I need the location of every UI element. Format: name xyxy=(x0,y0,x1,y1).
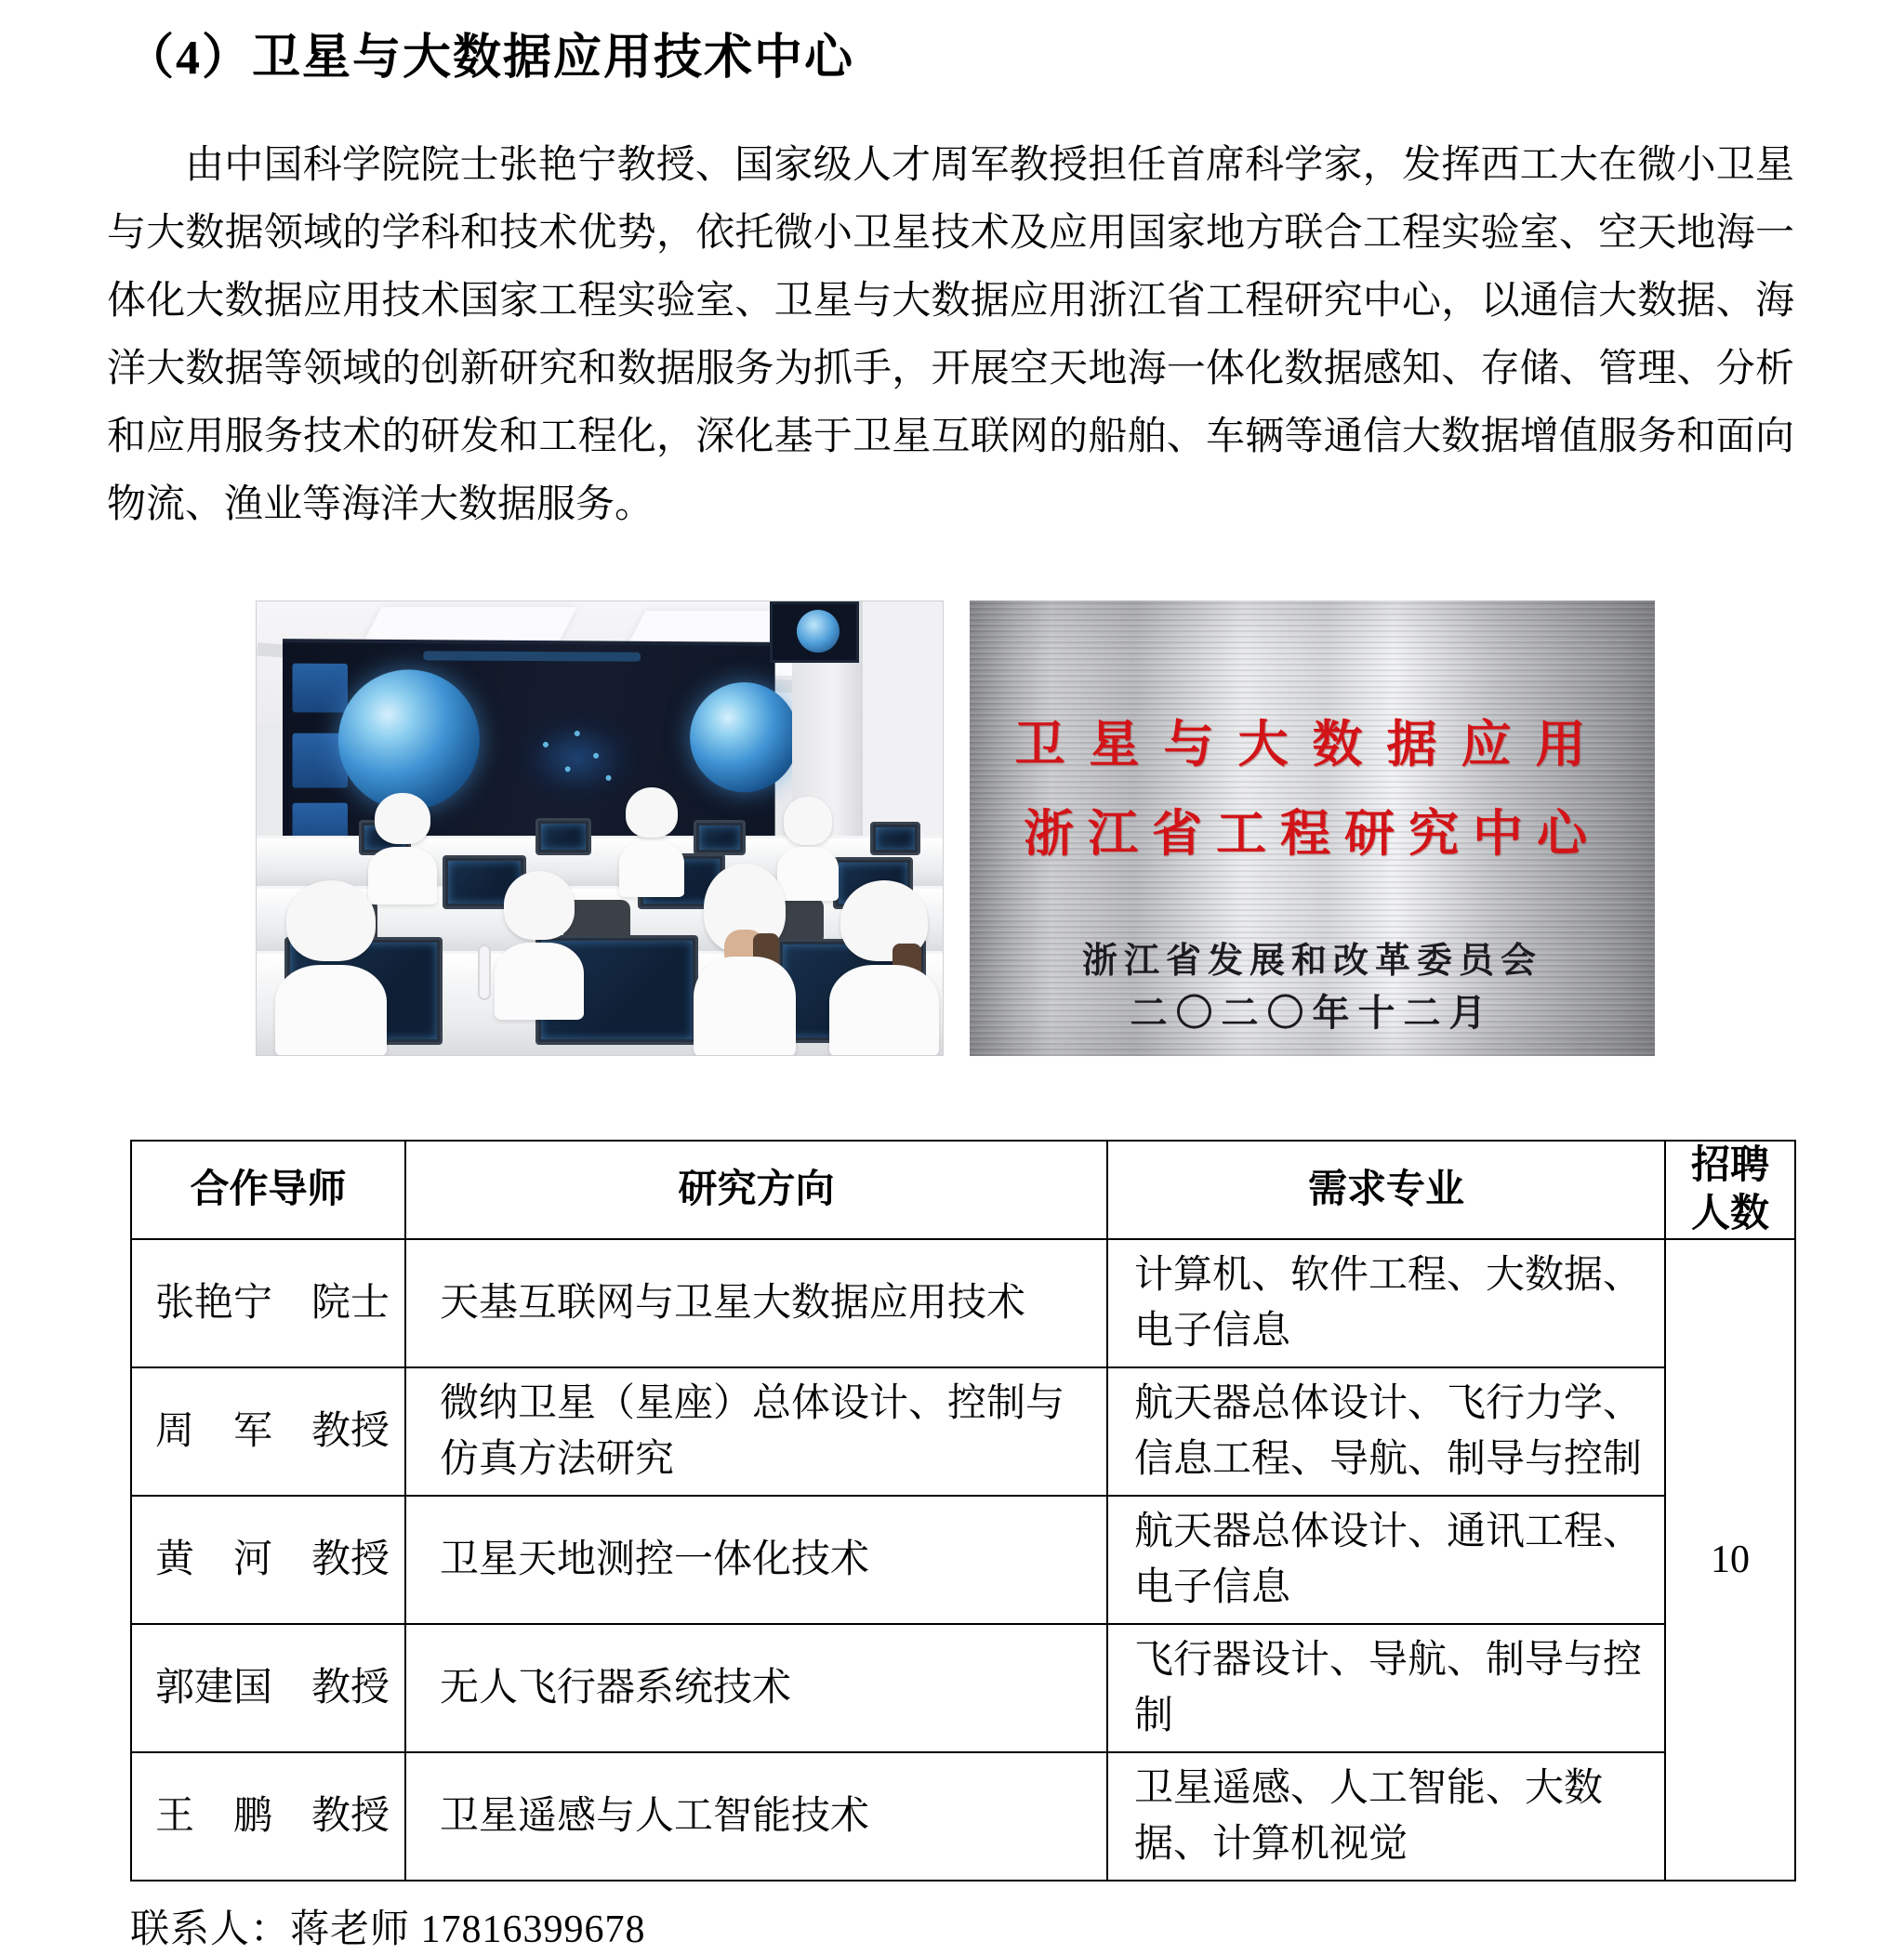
table-row xyxy=(131,1496,1795,1624)
col-header-majors: 需求专业 xyxy=(1107,1141,1665,1239)
mentor-cell: 周 军 教授 xyxy=(131,1367,405,1496)
col-header-mentor: 合作导师 xyxy=(131,1141,405,1239)
direction-cell: 微纳卫星（星座）总体设计、控制与仿真方法研究 xyxy=(405,1367,1107,1496)
contact-line: 联系人：蒋老师 17816399678 xyxy=(130,1908,646,1951)
person-figure xyxy=(829,880,939,1056)
majors-cell: 飞行器设计、导航、制导与控制 xyxy=(1107,1624,1665,1752)
direction-cell: 卫星遥感与人工智能技术 xyxy=(405,1752,1107,1881)
table-row xyxy=(131,1752,1795,1881)
table-row xyxy=(131,1624,1795,1752)
person-figure xyxy=(694,864,796,1056)
direction-cell: 天基互联网与卫星大数据应用技术 xyxy=(405,1239,1107,1367)
monitor xyxy=(870,822,920,855)
majors-cell: 航天器总体设计、飞行力学、信息工程、导航、制导与控制 xyxy=(1107,1367,1665,1496)
person-figure xyxy=(275,880,387,1056)
mentor-cell: 黄 河 教授 xyxy=(131,1496,405,1624)
direction-cell: 卫星天地测控一体化技术 xyxy=(405,1496,1107,1624)
monitor xyxy=(694,820,746,855)
monitor xyxy=(536,818,591,855)
intro-paragraph: 由中国科学院院士张艳宁教授、国家级人才周军教授担任首席科学家，发挥西工大在微小卫星与大数据领域的学科和技术优势，依托微小卫星技术及应用国家地方联合工程实验室、空天地海一体化大数据应用技术国家工程实验室、卫星与大数据应用浙江省工程研究中心，以通信大数据、海洋大数据等领域的创新研究和数据服务为抓手，开展空天地海一体化数据感知、存储、管理、分析和应用服务技术的研发和工程化，深化基于卫星互联网的船舶、车辆等通信大数据增值服务和面向物流、渔业等海洋大数据服务。 xyxy=(107,144,1794,526)
telephone-handset xyxy=(478,944,491,1000)
majors-cell: 计算机、软件工程、大数据、电子信息 xyxy=(1107,1239,1665,1367)
earth-globe-left xyxy=(338,669,480,811)
plaque-title-line2: 浙江省工程研究中心 xyxy=(1024,806,1601,862)
page-title: （4）卫星与大数据应用技术中心 xyxy=(126,32,855,85)
table-row xyxy=(131,1239,1795,1367)
person-figure xyxy=(619,787,684,897)
plaque-photo xyxy=(970,601,1655,1056)
wall-tv xyxy=(770,601,859,663)
earth-globe-right xyxy=(690,682,799,793)
mentors-table xyxy=(130,1140,1796,1881)
earth-globe-tv xyxy=(797,610,840,653)
recruit-count-cell: 10 xyxy=(1665,1239,1795,1881)
mentor-cell: 王 鹏 教授 xyxy=(131,1752,405,1881)
screen-title-bar xyxy=(424,651,641,661)
table-row xyxy=(131,1367,1795,1496)
col-header-direction: 研究方向 xyxy=(405,1141,1107,1239)
majors-cell: 卫星遥感、人工智能、大数据、计算机视觉 xyxy=(1107,1752,1665,1881)
control-room-photo xyxy=(256,601,944,1056)
mentor-cell: 张艳宁 院士 xyxy=(131,1239,405,1367)
plaque-title-line1: 卫星与大数据应用 xyxy=(1014,717,1610,772)
photos-row xyxy=(256,601,1904,1056)
plaque-date: 二〇二〇年十二月 xyxy=(1130,992,1495,1034)
majors-cell: 航天器总体设计、通讯工程、电子信息 xyxy=(1107,1496,1665,1624)
plaque-issuer: 浙江省发展和改革委员会 xyxy=(1081,942,1542,981)
direction-cell: 无人飞行器系统技术 xyxy=(405,1624,1107,1752)
table-header-row xyxy=(131,1141,1795,1239)
col-header-count: 招聘人数 xyxy=(1665,1141,1795,1239)
person-figure xyxy=(495,871,584,1020)
mentor-cell: 郭建国 教授 xyxy=(131,1624,405,1752)
screen-panel xyxy=(293,664,348,713)
